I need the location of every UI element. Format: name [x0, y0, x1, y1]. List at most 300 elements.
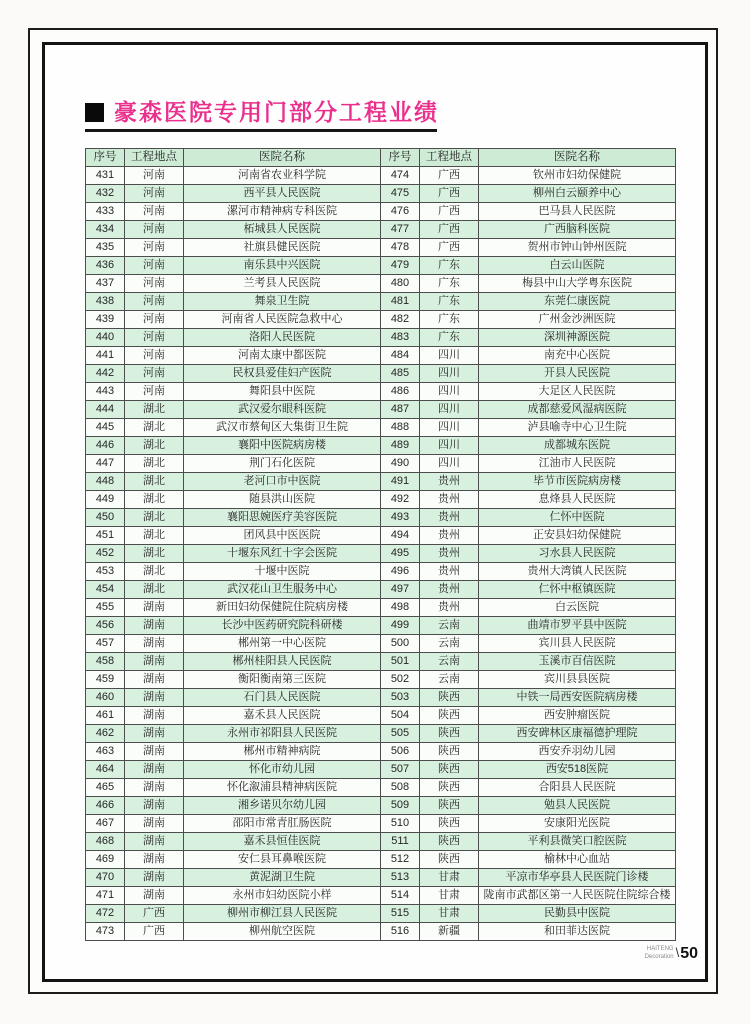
- location-cell: 湖南: [125, 617, 184, 635]
- footer-brand-mark: [645, 945, 698, 962]
- serial-cell: 487: [381, 401, 420, 419]
- location-cell: 四川: [420, 383, 479, 401]
- hospital-name-cell: 长沙中医药研究院科研楼: [184, 617, 381, 635]
- table-row: [86, 527, 381, 545]
- serial-cell: 440: [86, 329, 125, 347]
- location-cell: 贵州: [420, 545, 479, 563]
- hospital-name-cell: 柳州白云颐养中心: [479, 185, 676, 203]
- table-row: [86, 437, 381, 455]
- serial-cell: 476: [381, 203, 420, 221]
- brand-slash: \: [675, 945, 680, 960]
- location-cell: 湖南: [125, 887, 184, 905]
- serial-cell: 512: [381, 851, 420, 869]
- hospital-name-cell: 河南省农业科学院: [184, 167, 381, 185]
- table-row: [381, 869, 676, 887]
- hospital-name-cell: 永州市妇幼医院小样: [184, 887, 381, 905]
- serial-cell: 448: [86, 473, 125, 491]
- hospital-name-cell: 十堰中医院: [184, 563, 381, 581]
- hospital-name-cell: 南乐县中兴医院: [184, 257, 381, 275]
- hospital-name-cell: 武汉市蔡甸区大集街卫生院: [184, 419, 381, 437]
- table-row: [381, 653, 676, 671]
- table-row: [86, 617, 381, 635]
- location-cell: 广东: [420, 257, 479, 275]
- table-row: [86, 851, 381, 869]
- location-cell: 湖南: [125, 761, 184, 779]
- serial-cell: 435: [86, 239, 125, 257]
- hospital-name-cell: 广西脑科医院: [479, 221, 676, 239]
- table-row: [381, 761, 676, 779]
- serial-cell: 507: [381, 761, 420, 779]
- table-row: [381, 689, 676, 707]
- table-row: [86, 635, 381, 653]
- table-row: [86, 815, 381, 833]
- brand-text: [645, 946, 674, 960]
- table-row: [381, 509, 676, 527]
- table-row: [381, 833, 676, 851]
- location-cell: 陕西: [420, 761, 479, 779]
- serial-cell: 439: [86, 311, 125, 329]
- table-row: [381, 887, 676, 905]
- serial-cell: 441: [86, 347, 125, 365]
- serial-cell: 508: [381, 779, 420, 797]
- hospital-name-cell: 石门县人民医院: [184, 689, 381, 707]
- location-cell: 贵州: [420, 563, 479, 581]
- location-cell: 湖南: [125, 797, 184, 815]
- serial-cell: 462: [86, 725, 125, 743]
- hospital-name-cell: 东莞仁康医院: [479, 293, 676, 311]
- hospital-name-cell: 中铁一局西安医院病房楼: [479, 689, 676, 707]
- location-cell: 甘肃: [420, 905, 479, 923]
- serial-cell: 456: [86, 617, 125, 635]
- table-row: [381, 617, 676, 635]
- table-row: [86, 581, 381, 599]
- location-cell: 陕西: [420, 851, 479, 869]
- location-cell: 甘肃: [420, 869, 479, 887]
- location-cell: 湖南: [125, 599, 184, 617]
- hospital-name-cell: 和田菲达医院: [479, 923, 676, 941]
- serial-cell: 451: [86, 527, 125, 545]
- table-row: [381, 815, 676, 833]
- header-serial: 序号: [86, 149, 125, 167]
- serial-cell: 450: [86, 509, 125, 527]
- serial-cell: 479: [381, 257, 420, 275]
- location-cell: 河南: [125, 221, 184, 239]
- table-row: [86, 167, 381, 185]
- location-cell: 湖南: [125, 725, 184, 743]
- location-cell: 河南: [125, 293, 184, 311]
- table-row: [381, 527, 676, 545]
- table-header-row: [86, 149, 381, 167]
- serial-cell: 470: [86, 869, 125, 887]
- location-cell: 湖南: [125, 851, 184, 869]
- hospital-name-cell: 漯河市精神病专科医院: [184, 203, 381, 221]
- hospital-name-cell: 平凉市华亭县人民医院门诊楼: [479, 869, 676, 887]
- table-row: [86, 293, 381, 311]
- serial-cell: 434: [86, 221, 125, 239]
- hospital-name-cell: 正安县妇幼保健院: [479, 527, 676, 545]
- hospital-name-cell: 宾川县县医院: [479, 671, 676, 689]
- hospital-name-cell: 怀化市幼儿园: [184, 761, 381, 779]
- serial-cell: 449: [86, 491, 125, 509]
- table-row: [86, 383, 381, 401]
- table-row: [86, 887, 381, 905]
- table-row: [86, 545, 381, 563]
- table-row: [86, 239, 381, 257]
- table-row: [381, 671, 676, 689]
- table-row: [381, 365, 676, 383]
- serial-cell: 467: [86, 815, 125, 833]
- serial-cell: 481: [381, 293, 420, 311]
- hospital-name-cell: 湘乡诺贝尔幼儿园: [184, 797, 381, 815]
- location-cell: 湖南: [125, 779, 184, 797]
- hospital-name-cell: 新田妇幼保健院住院病房楼: [184, 599, 381, 617]
- table-row: [381, 185, 676, 203]
- serial-cell: 500: [381, 635, 420, 653]
- hospital-name-cell: 老河口市中医院: [184, 473, 381, 491]
- table-row: [86, 509, 381, 527]
- table-row: [381, 455, 676, 473]
- serial-cell: 480: [381, 275, 420, 293]
- table-row: [381, 293, 676, 311]
- serial-cell: 506: [381, 743, 420, 761]
- table-row: [381, 905, 676, 923]
- hospital-name-cell: 衡阳衡南第三医院: [184, 671, 381, 689]
- serial-cell: 444: [86, 401, 125, 419]
- hospital-name-cell: 南充中心医院: [479, 347, 676, 365]
- hospital-name-cell: 襄阳思婉医疗美容医院: [184, 509, 381, 527]
- serial-cell: 443: [86, 383, 125, 401]
- hospital-name-cell: 柘城县人民医院: [184, 221, 381, 239]
- hospital-name-cell: 白云医院: [479, 599, 676, 617]
- location-cell: 河南: [125, 365, 184, 383]
- hospital-name-cell: 河南省人民医院急救中心: [184, 311, 381, 329]
- serial-cell: 458: [86, 653, 125, 671]
- page-title: 豪森医院专用门部分工程业绩: [114, 99, 439, 125]
- location-cell: 湖南: [125, 743, 184, 761]
- serial-cell: 488: [381, 419, 420, 437]
- hospital-name-cell: 民勤县中医院: [479, 905, 676, 923]
- location-cell: 湖南: [125, 653, 184, 671]
- serial-cell: 495: [381, 545, 420, 563]
- location-cell: 河南: [125, 383, 184, 401]
- location-cell: 贵州: [420, 581, 479, 599]
- page-number: 50: [680, 944, 698, 962]
- table-row: [381, 419, 676, 437]
- location-cell: 湖北: [125, 545, 184, 563]
- hospital-name-cell: 勉县人民医院: [479, 797, 676, 815]
- location-cell: 广西: [420, 185, 479, 203]
- table-row: [381, 599, 676, 617]
- serial-cell: 433: [86, 203, 125, 221]
- location-cell: 新疆: [420, 923, 479, 941]
- serial-cell: 454: [86, 581, 125, 599]
- serial-cell: 464: [86, 761, 125, 779]
- serial-cell: 466: [86, 797, 125, 815]
- location-cell: 广西: [420, 203, 479, 221]
- serial-cell: 497: [381, 581, 420, 599]
- table-row: [86, 365, 381, 383]
- table-row: [86, 563, 381, 581]
- serial-cell: 505: [381, 725, 420, 743]
- hospital-name-cell: 柳州市柳江县人民医院: [184, 905, 381, 923]
- hospital-name-cell: 西安碑林区康福德护理院: [479, 725, 676, 743]
- location-cell: 广西: [420, 167, 479, 185]
- table-row: [86, 221, 381, 239]
- location-cell: 甘肃: [420, 887, 479, 905]
- location-cell: 陕西: [420, 833, 479, 851]
- table-row: [381, 239, 676, 257]
- table-row: [86, 923, 381, 941]
- table-row: [86, 653, 381, 671]
- hospital-name-cell: 梅县中山大学粤东医院: [479, 275, 676, 293]
- serial-cell: 490: [381, 455, 420, 473]
- hospital-name-cell: 郴州第一中心医院: [184, 635, 381, 653]
- serial-cell: 477: [381, 221, 420, 239]
- serial-cell: 442: [86, 365, 125, 383]
- hospital-name-cell: 宾川县人民医院: [479, 635, 676, 653]
- hospital-name-cell: 习水县人民医院: [479, 545, 676, 563]
- location-cell: 湖南: [125, 815, 184, 833]
- table-row: [381, 401, 676, 419]
- table-row: [86, 869, 381, 887]
- location-cell: 湖南: [125, 635, 184, 653]
- hospital-name-cell: 平利县微笑口腔医院: [479, 833, 676, 851]
- location-cell: 四川: [420, 419, 479, 437]
- serial-cell: 492: [381, 491, 420, 509]
- hospital-name-cell: 安仁县耳鼻喉医院: [184, 851, 381, 869]
- table-row: [381, 581, 676, 599]
- serial-cell: 496: [381, 563, 420, 581]
- table-row: [86, 833, 381, 851]
- table-row: [381, 167, 676, 185]
- location-cell: 湖北: [125, 473, 184, 491]
- serial-cell: 445: [86, 419, 125, 437]
- table-row: [86, 905, 381, 923]
- hospital-name-cell: 永州市祁阳县人民医院: [184, 725, 381, 743]
- table-row: [381, 275, 676, 293]
- hospital-name-cell: 毕节市医院病房楼: [479, 473, 676, 491]
- serial-cell: 475: [381, 185, 420, 203]
- hospital-name-cell: 江油市人民医院: [479, 455, 676, 473]
- location-cell: 湖北: [125, 401, 184, 419]
- hospital-name-cell: 白云山医院: [479, 257, 676, 275]
- serial-cell: 491: [381, 473, 420, 491]
- table-row: [86, 725, 381, 743]
- hospital-name-cell: 安康阳光医院: [479, 815, 676, 833]
- location-cell: 广东: [420, 293, 479, 311]
- table-row: [86, 203, 381, 221]
- hospital-name-cell: 怀化溆浦县精神病医院: [184, 779, 381, 797]
- hospital-name-cell: 十堰东风红十字会医院: [184, 545, 381, 563]
- hospital-name-cell: 贵州大湾镇人民医院: [479, 563, 676, 581]
- hospital-name-cell: 成都慈爱风湿病医院: [479, 401, 676, 419]
- serial-cell: 453: [86, 563, 125, 581]
- location-cell: 河南: [125, 203, 184, 221]
- serial-cell: 494: [381, 527, 420, 545]
- serial-cell: 431: [86, 167, 125, 185]
- location-cell: 贵州: [420, 509, 479, 527]
- serial-cell: 473: [86, 923, 125, 941]
- serial-cell: 459: [86, 671, 125, 689]
- title-square-bullet-icon: [85, 103, 104, 122]
- location-cell: 湖北: [125, 419, 184, 437]
- table-row: [86, 257, 381, 275]
- location-cell: 陕西: [420, 779, 479, 797]
- table-row: [381, 437, 676, 455]
- table-row: [86, 779, 381, 797]
- table-row: [86, 275, 381, 293]
- hospital-name-cell: 郴州桂阳县人民医院: [184, 653, 381, 671]
- table-row: [381, 563, 676, 581]
- location-cell: 河南: [125, 311, 184, 329]
- hospital-name-cell: 西安肿瘤医院: [479, 707, 676, 725]
- serial-cell: 482: [381, 311, 420, 329]
- table-row: [86, 671, 381, 689]
- location-cell: 湖南: [125, 689, 184, 707]
- hospital-name-cell: 黄泥湖卫生院: [184, 869, 381, 887]
- serial-cell: 503: [381, 689, 420, 707]
- table-row: [86, 761, 381, 779]
- location-cell: 四川: [420, 455, 479, 473]
- table-row: [381, 923, 676, 941]
- hospital-name-cell: 舞阳县中医院: [184, 383, 381, 401]
- brand-line2: Decoration: [644, 953, 674, 960]
- hospital-name-cell: 深圳神源医院: [479, 329, 676, 347]
- table-row: [381, 779, 676, 797]
- location-cell: 贵州: [420, 527, 479, 545]
- serial-cell: 478: [381, 239, 420, 257]
- hospital-name-cell: 成都城东医院: [479, 437, 676, 455]
- location-cell: 湖北: [125, 491, 184, 509]
- hospital-name-cell: 社旗县健民医院: [184, 239, 381, 257]
- location-cell: 四川: [420, 401, 479, 419]
- table-header-row: [381, 149, 676, 167]
- serial-cell: 513: [381, 869, 420, 887]
- hospital-name-cell: 西安518医院: [479, 761, 676, 779]
- location-cell: 河南: [125, 257, 184, 275]
- serial-cell: 483: [381, 329, 420, 347]
- table-row: [381, 635, 676, 653]
- header-hospital-name: 医院名称: [479, 149, 676, 167]
- serial-cell: 504: [381, 707, 420, 725]
- hospital-name-cell: 武汉爱尔眼科医院: [184, 401, 381, 419]
- location-cell: 陕西: [420, 725, 479, 743]
- table-row: [86, 689, 381, 707]
- table-row: [381, 311, 676, 329]
- hospital-name-cell: 襄阳中医院病房楼: [184, 437, 381, 455]
- serial-cell: 474: [381, 167, 420, 185]
- serial-cell: 468: [86, 833, 125, 851]
- serial-cell: 516: [381, 923, 420, 941]
- serial-cell: 485: [381, 365, 420, 383]
- table-row: [381, 797, 676, 815]
- serial-cell: 509: [381, 797, 420, 815]
- location-cell: 湖南: [125, 671, 184, 689]
- achievements-table-left: [85, 148, 381, 941]
- table-row: [381, 257, 676, 275]
- location-cell: 湖北: [125, 455, 184, 473]
- serial-cell: 438: [86, 293, 125, 311]
- hospital-name-cell: 开县人民医院: [479, 365, 676, 383]
- location-cell: 陕西: [420, 707, 479, 725]
- serial-cell: 471: [86, 887, 125, 905]
- serial-cell: 499: [381, 617, 420, 635]
- header-serial: 序号: [381, 149, 420, 167]
- location-cell: 贵州: [420, 491, 479, 509]
- serial-cell: 472: [86, 905, 125, 923]
- header-location: 工程地点: [420, 149, 479, 167]
- header-hospital-name: 医院名称: [184, 149, 381, 167]
- table-row: [381, 347, 676, 365]
- table-row: [86, 455, 381, 473]
- hospital-name-cell: 嘉禾县恒佳医院: [184, 833, 381, 851]
- location-cell: 湖北: [125, 509, 184, 527]
- location-cell: 云南: [420, 671, 479, 689]
- table-row: [86, 707, 381, 725]
- brand-line1: HAITENG: [646, 946, 674, 953]
- hospital-name-cell: 曲靖市罗平县中医院: [479, 617, 676, 635]
- hospital-name-cell: 随县洪山医院: [184, 491, 381, 509]
- location-cell: 云南: [420, 617, 479, 635]
- location-cell: 河南: [125, 185, 184, 203]
- table-row: [381, 221, 676, 239]
- serial-cell: 460: [86, 689, 125, 707]
- serial-cell: 498: [381, 599, 420, 617]
- hospital-name-cell: 荆门石化医院: [184, 455, 381, 473]
- table-row: [381, 491, 676, 509]
- hospital-name-cell: 邵阳市常青肛肠医院: [184, 815, 381, 833]
- header-location: 工程地点: [125, 149, 184, 167]
- achievements-table-right: [380, 148, 676, 941]
- table-row: [381, 383, 676, 401]
- serial-cell: 484: [381, 347, 420, 365]
- table-row: [381, 545, 676, 563]
- hospital-name-cell: 息烽县人民医院: [479, 491, 676, 509]
- location-cell: 陕西: [420, 797, 479, 815]
- hospital-name-cell: 西平县人民医院: [184, 185, 381, 203]
- location-cell: 四川: [420, 437, 479, 455]
- hospital-name-cell: 团风县中医医院: [184, 527, 381, 545]
- location-cell: 河南: [125, 347, 184, 365]
- location-cell: 广东: [420, 275, 479, 293]
- hospital-name-cell: 泸县喻寺中心卫生院: [479, 419, 676, 437]
- hospital-name-cell: 兰考县人民医院: [184, 275, 381, 293]
- location-cell: 湖南: [125, 707, 184, 725]
- table-row: [381, 743, 676, 761]
- serial-cell: 510: [381, 815, 420, 833]
- location-cell: 河南: [125, 239, 184, 257]
- location-cell: 陕西: [420, 815, 479, 833]
- table-row: [86, 473, 381, 491]
- hospital-name-cell: 陇南市武都区第一人民医院住院综合楼: [479, 887, 676, 905]
- location-cell: 陕西: [420, 743, 479, 761]
- location-cell: 湖南: [125, 869, 184, 887]
- location-cell: 贵州: [420, 599, 479, 617]
- hospital-name-cell: 西安乔羽幼儿园: [479, 743, 676, 761]
- serial-cell: 437: [86, 275, 125, 293]
- serial-cell: 455: [86, 599, 125, 617]
- location-cell: 广西: [125, 905, 184, 923]
- location-cell: 河南: [125, 275, 184, 293]
- table-row: [86, 419, 381, 437]
- table-row: [86, 311, 381, 329]
- achievements-table-wrap: [85, 148, 676, 941]
- serial-cell: 452: [86, 545, 125, 563]
- location-cell: 湖北: [125, 527, 184, 545]
- hospital-name-cell: 玉溪市百信医院: [479, 653, 676, 671]
- serial-cell: 469: [86, 851, 125, 869]
- location-cell: 四川: [420, 347, 479, 365]
